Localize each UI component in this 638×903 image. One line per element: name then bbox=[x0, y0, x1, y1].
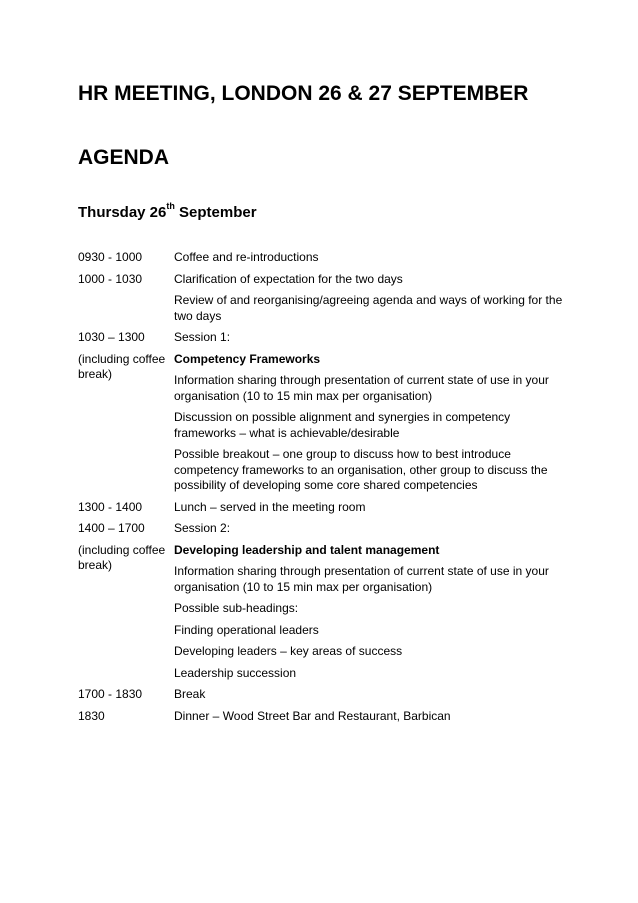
agenda-time: 1700 - 1830 bbox=[78, 687, 143, 701]
agenda-table bbox=[78, 250, 568, 730]
agenda-item-text: Lunch – served in the meeting room bbox=[174, 499, 366, 514]
agenda-item-text: Break bbox=[174, 687, 206, 701]
agenda-time: 1030 – 1300 bbox=[78, 330, 145, 344]
day-heading bbox=[78, 203, 257, 221]
agenda-item-text: Possible breakout – one group to discuss how to best introduce competency frameworks to an organisation, other group to discuss the possibility of developing some core shared competencies bbox=[174, 447, 548, 492]
agenda-description bbox=[174, 272, 568, 325]
day-ordinal: th bbox=[166, 201, 175, 211]
agenda-item-text: Dinner – Wood Street Bar and Restaurant, Barbican bbox=[174, 708, 451, 723]
agenda-session-title: Developing leadership and talent management bbox=[174, 542, 440, 557]
agenda-item-text: Information sharing through presentation of current state of use in your organisation (10 to 15 min max per organisation) bbox=[174, 373, 549, 403]
agenda-description bbox=[174, 521, 568, 537]
agenda-item-text: Information sharing through presentation of current state of use in your organisation (10 to 15 min max per organisation) bbox=[174, 564, 549, 594]
agenda-row bbox=[78, 543, 568, 682]
agenda-time: 1300 - 1400 bbox=[78, 499, 143, 514]
agenda-time: (including coffee break) bbox=[78, 542, 166, 572]
agenda-item-text: Finding operational leaders bbox=[174, 622, 319, 637]
agenda-row bbox=[78, 352, 568, 494]
agenda-item-text: Review of and reorganising/agreeing agenda and ways of working for the two days bbox=[174, 293, 563, 323]
agenda-time: 1000 - 1030 bbox=[78, 271, 143, 286]
agenda-description bbox=[174, 543, 568, 682]
agenda-item-text: Discussion on possible alignment and synergies in competency frameworks – what is achievable/desirable bbox=[174, 410, 511, 440]
agenda-time: 1400 – 1700 bbox=[78, 521, 145, 535]
agenda-item-text: Developing leaders – key areas of success bbox=[174, 644, 403, 658]
day-prefix: Thursday 26 bbox=[78, 204, 167, 221]
agenda-description bbox=[174, 250, 568, 266]
agenda-item-text: Session 1: bbox=[174, 330, 231, 344]
agenda-item-text: Clarification of expectation for the two days bbox=[174, 271, 403, 286]
agenda-item-text: Coffee and re-introductions bbox=[174, 250, 319, 264]
agenda-row bbox=[78, 272, 568, 325]
day-month: September bbox=[174, 204, 257, 221]
agenda-row bbox=[78, 687, 568, 703]
agenda-time: 1830 bbox=[78, 708, 105, 723]
agenda-row bbox=[78, 250, 568, 266]
agenda-row bbox=[78, 521, 568, 537]
agenda-time: 0930 - 1000 bbox=[78, 250, 143, 264]
agenda-time: (including coffee break) bbox=[78, 351, 166, 381]
agenda-description bbox=[174, 687, 568, 703]
document-title: HR MEETING, LONDON 26 & 27 SEPTEMBER bbox=[78, 82, 529, 105]
agenda-description bbox=[174, 709, 568, 725]
agenda-row bbox=[78, 500, 568, 516]
agenda-session-title: Competency Frameworks bbox=[174, 351, 321, 366]
agenda-description bbox=[174, 330, 568, 346]
agenda-item-text: Session 2: bbox=[174, 521, 231, 535]
agenda-row bbox=[78, 709, 568, 725]
agenda-row bbox=[78, 330, 568, 346]
agenda-description bbox=[174, 352, 568, 494]
agenda-heading: AGENDA bbox=[78, 146, 170, 169]
agenda-item-text: Leadership succession bbox=[174, 665, 297, 680]
agenda-item-text: Possible sub-headings: bbox=[174, 601, 299, 615]
agenda-description bbox=[174, 500, 568, 516]
